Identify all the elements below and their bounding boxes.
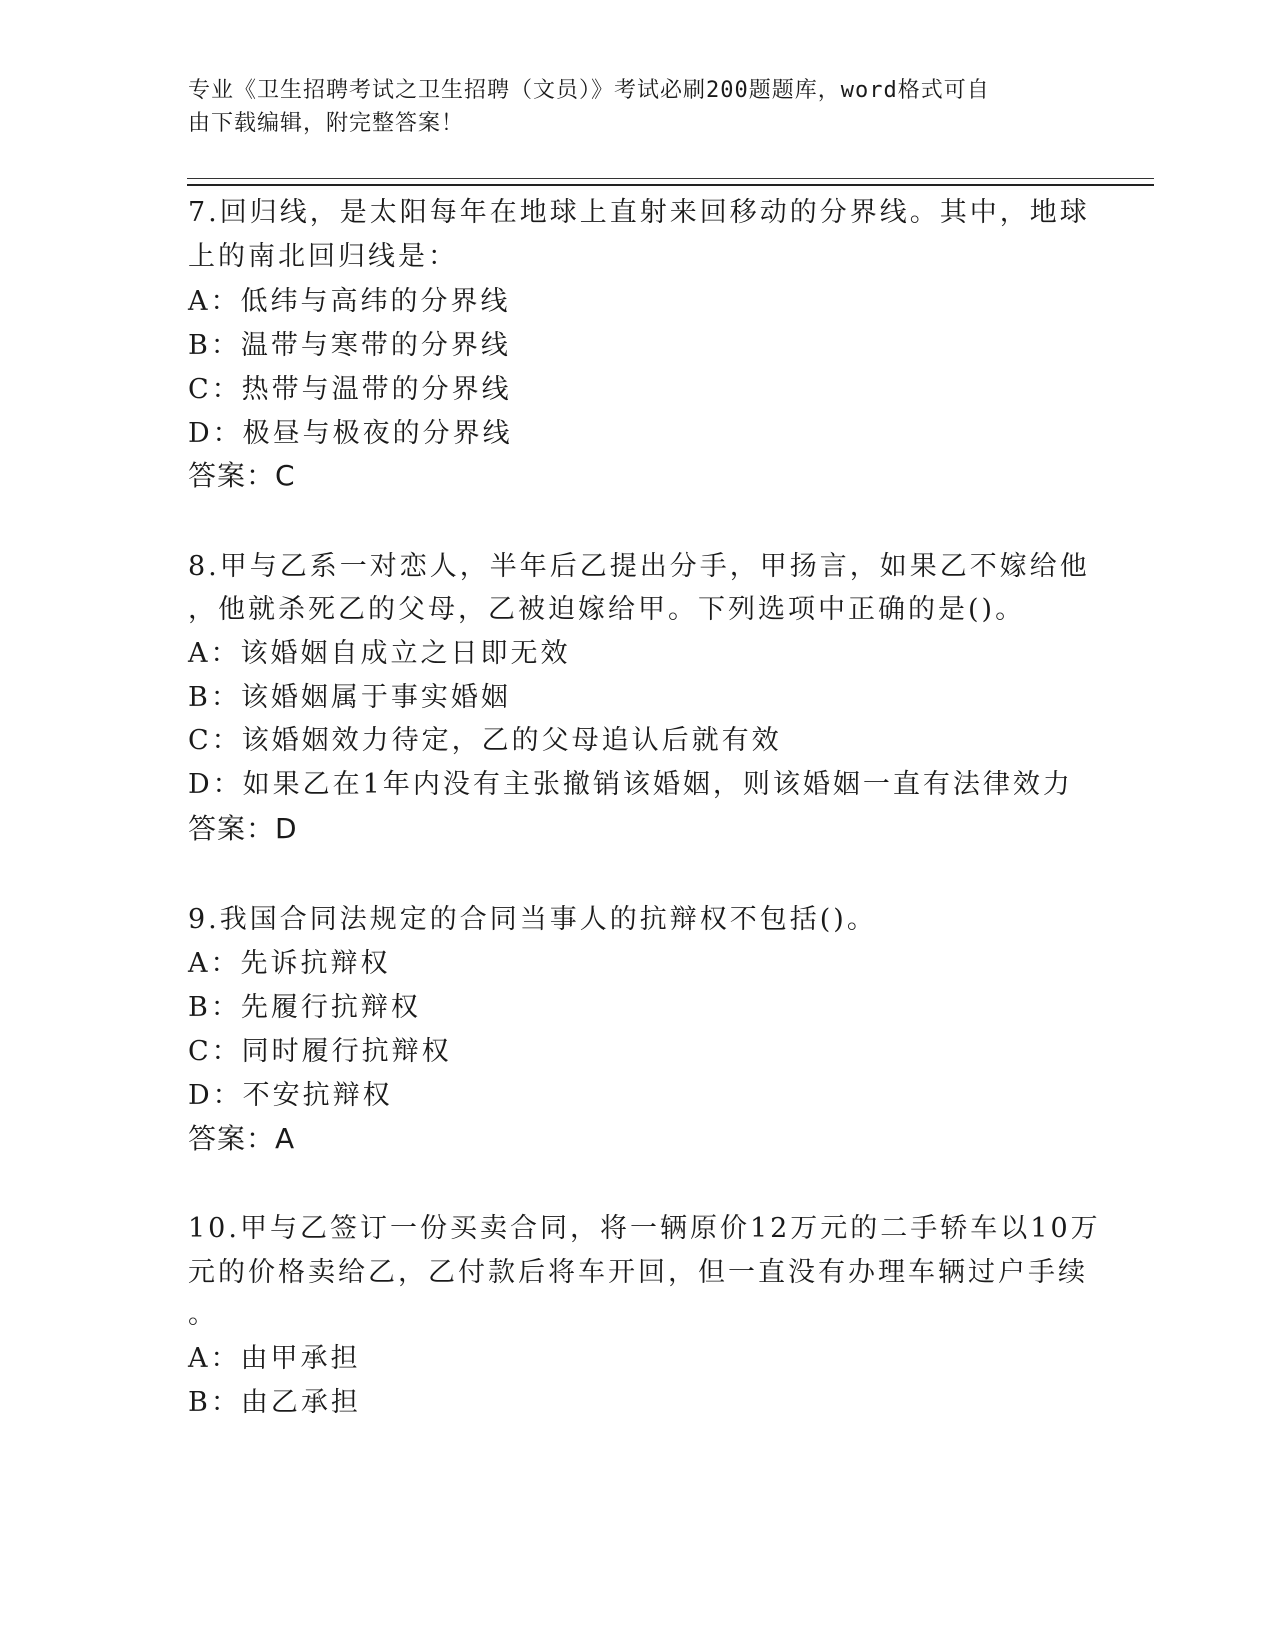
question-7-answer: 答案：C	[188, 459, 296, 492]
question-10-option-a: A：由甲承担	[188, 1343, 361, 1374]
question-7-option-b: B：温带与寒带的分界线	[188, 330, 511, 361]
question-9-option-d: D：不安抗辩权	[188, 1080, 393, 1111]
question-8-option-c: C：该婚姻效力待定，乙的父母追认后就有效	[188, 725, 782, 756]
question-9-answer: 答案：A	[188, 1122, 296, 1155]
document-header	[188, 74, 1088, 140]
question-9-option-a: A：先诉抗辩权	[188, 948, 391, 979]
question-7-option-a: A：低纬与高纬的分界线	[188, 286, 511, 317]
header-divider-thin	[187, 178, 1154, 179]
question-10-stem-line-1: 10.甲与乙签订一份买卖合同，将一辆原价12万元的二手轿车以10万	[188, 1213, 1101, 1244]
question-9-option-c: C：同时履行抗辩权	[188, 1036, 452, 1067]
header-line-2: 由下载编辑，附完整答案！	[188, 111, 465, 136]
question-8-option-b: B：该婚姻属于事实婚姻	[188, 682, 511, 713]
question-8-answer: 答案：D	[188, 812, 298, 845]
question-9-stem-line-1: 9.我国合同法规定的合同当事人的抗辩权不包括()。	[188, 904, 877, 935]
question-8-option-d: D：如果乙在1年内没有主张撤销该婚姻，则该婚姻一直有法律效力	[188, 769, 1073, 800]
question-8-stem-line-2: ，他就杀死乙的父母，乙被迫嫁给甲。下列选项中正确的是()。	[188, 594, 1026, 625]
question-8-stem-line-1: 8.甲与乙系一对恋人，半年后乙提出分手，甲扬言，如果乙不嫁给他	[188, 551, 1090, 582]
question-7-option-d: D：极昼与极夜的分界线	[188, 418, 513, 449]
question-7-option-c: C：热带与温带的分界线	[188, 374, 512, 405]
question-9-option-b: B：先履行抗辩权	[188, 992, 421, 1023]
header-line-1: 专业《卫生招聘考试之卫生招聘（文员）》考试必刷200题题库，word格式可自	[188, 78, 990, 103]
question-7-stem-line-1: 7.回归线，是太阳每年在地球上直射来回移动的分界线。其中，地球	[188, 197, 1090, 228]
question-10-stem-line-3: 。	[188, 1299, 218, 1330]
question-10-option-b: B：由乙承担	[188, 1387, 361, 1418]
question-7-stem-line-2: 上的南北回归线是：	[188, 241, 458, 272]
question-10-stem-line-2: 元的价格卖给乙，乙付款后将车开回，但一直没有办理车辆过户手续	[188, 1257, 1088, 1288]
question-8-option-a: A：该婚姻自成立之日即无效	[188, 638, 571, 669]
header-divider-thick	[187, 184, 1154, 186]
